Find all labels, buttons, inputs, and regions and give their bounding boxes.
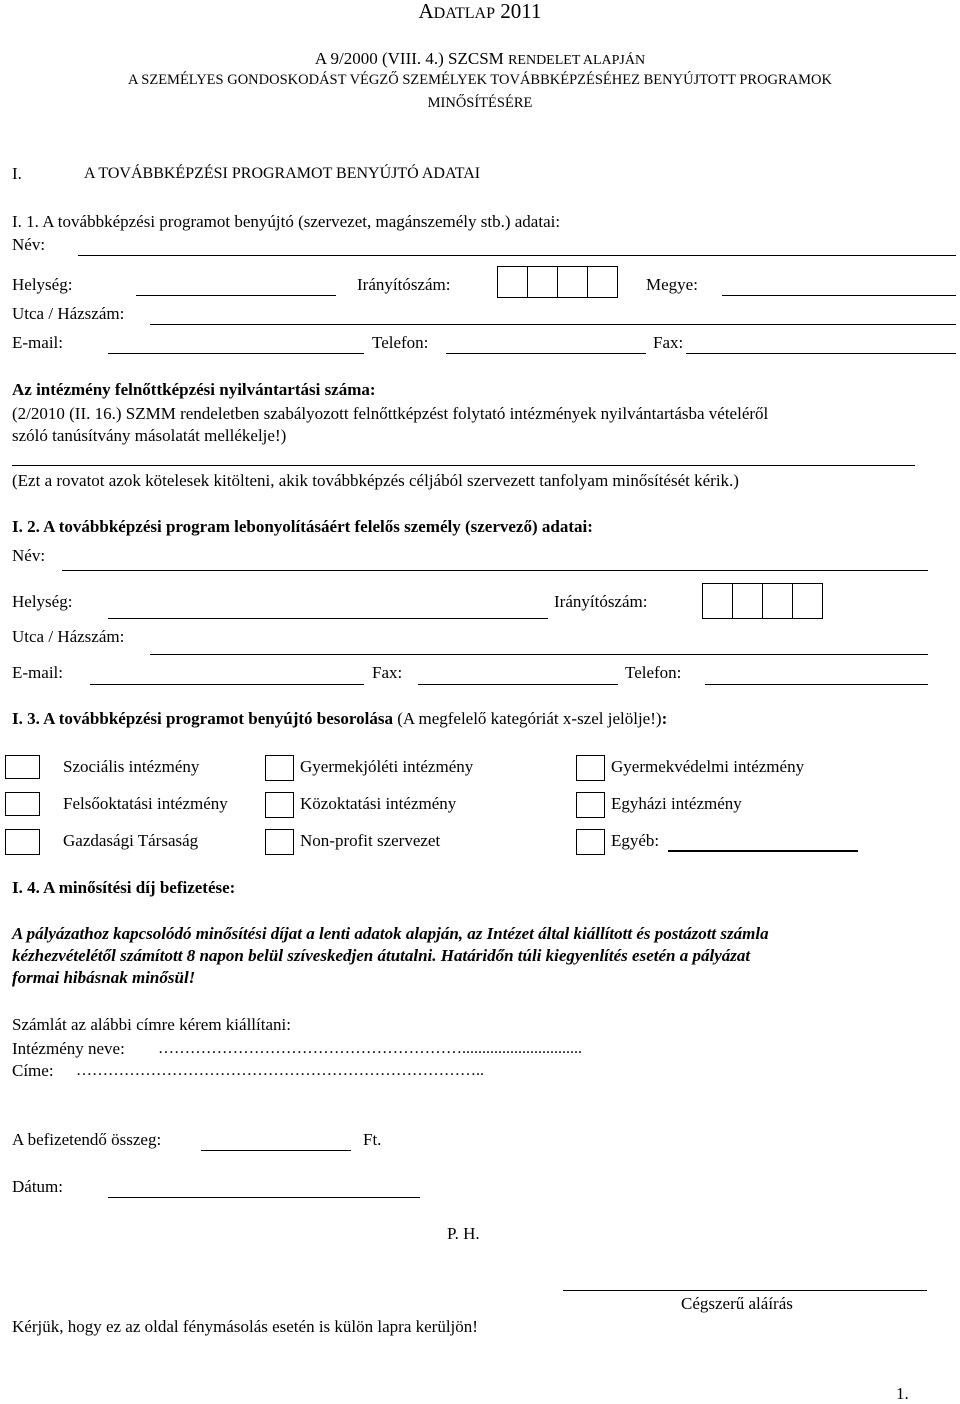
applicant-zip-label: Irányítószám:: [357, 275, 451, 294]
currency-label: Ft.: [363, 1130, 382, 1149]
section-1-4-heading: I. 4. A minősítési díj befizetése:: [12, 878, 236, 897]
subtitle-line-3: MINŐSÍTÉSÉRE: [427, 95, 533, 111]
applicant-county-label: Megye:: [646, 275, 698, 294]
organizer-city-field[interactable]: [108, 618, 548, 619]
section-1-3-heading-bold: I. 3. A továbbképzési programot benyújtó besorolása: [12, 709, 393, 728]
title-initial: A: [418, 0, 434, 23]
checkbox-higher-education[interactable]: [5, 792, 40, 816]
label-child-welfare: Gyermekjóléti intézmény: [300, 757, 474, 776]
section-1-3-heading: [12, 710, 667, 729]
checkbox-other[interactable]: [576, 829, 605, 855]
organizer-fax-field[interactable]: [418, 684, 618, 685]
organizer-name-label: Név:: [12, 546, 46, 565]
applicant-city-field[interactable]: [136, 295, 336, 296]
decree-line: [0, 50, 960, 69]
payment-notice-line-2: kézhezvételétől számított 8 napon belül szíveskedjen átutalni. Határidőn túli kiegyenlítés esetén a pályázat: [12, 946, 751, 965]
signature-label: Cégszerű aláírás: [681, 1294, 793, 1313]
checkbox-church-institution[interactable]: [576, 792, 605, 818]
applicant-street-field[interactable]: [150, 324, 956, 325]
organizer-phone-label: Telefon:: [625, 663, 682, 682]
registry-note-2: (Ezt a rovatot azok kötelesek kitölteni, akik továbbképzés céljából szervezett tanfolyam minősítését kérik.): [12, 471, 739, 490]
organizer-name-field[interactable]: [62, 570, 928, 571]
label-higher-education: Felsőoktatási intézmény: [63, 794, 228, 813]
organizer-email-field[interactable]: [90, 684, 364, 685]
organizer-street-field[interactable]: [150, 654, 928, 655]
zip-digit-box[interactable]: [557, 266, 588, 298]
organizer-email-label: E-mail:: [12, 663, 63, 682]
section-title: A TOVÁBBKÉPZÉSI PROGRAMOT BENYÚJTÓ ADATAI: [84, 165, 481, 182]
invoice-request-text: Számlát az alábbi címre kérem kiállítani:: [12, 1015, 291, 1034]
registry-heading: Az intézmény felnőttképzési nyilvántartási száma:: [12, 380, 376, 399]
label-church-institution: Egyházi intézmény: [611, 794, 742, 813]
label-child-protection: Gyermekvédelmi intézmény: [611, 757, 805, 776]
payment-notice-line-1: A pályázathoz kapcsolódó minősítési díjat a lenti adatok alapján, az Intézet által kiállított és postázott számla: [12, 924, 769, 943]
applicant-fax-field[interactable]: [686, 353, 956, 354]
zip-digit-box[interactable]: [702, 583, 733, 619]
decree-line-start: A 9/2000 (VIII. 4.) SZCSM: [314, 49, 504, 68]
organizer-fax-label: Fax:: [372, 663, 403, 682]
title-smallcaps: DATLAP: [433, 5, 496, 22]
other-category-field[interactable]: [668, 850, 858, 852]
section-1-2-heading: I. 2. A továbbképzési program lebonyolításáért felelős személy (szervező) adatai:: [12, 517, 593, 536]
organizer-phone-field[interactable]: [705, 684, 928, 685]
applicant-zip-boxes[interactable]: [498, 266, 618, 298]
signature-field[interactable]: [563, 1290, 927, 1291]
checkbox-public-education[interactable]: [265, 792, 294, 818]
applicant-email-field[interactable]: [108, 353, 364, 354]
title-year: 2011: [500, 0, 542, 23]
institution-name-field[interactable]: …………………………………………………..............................: [158, 1040, 582, 1057]
applicant-phone-field[interactable]: [446, 353, 646, 354]
registry-note-line-1: (2/2010 (II. 16.) SZMM rendeletben szabályozott felnőttképzést folytató intézmények nyilvántartásba vételéről: [12, 404, 769, 423]
zip-digit-box[interactable]: [497, 266, 528, 298]
applicant-county-field[interactable]: [722, 295, 956, 296]
label-nonprofit: Non-profit szervezet: [300, 831, 441, 850]
zip-digit-box[interactable]: [762, 583, 793, 619]
date-label: Dátum:: [12, 1177, 63, 1196]
section-1-3-heading-note: (A megfelelő kategóriát x-szel jelölje!): [392, 709, 662, 728]
organizer-street-label: Utca / Házszám:: [12, 627, 125, 646]
zip-digit-box[interactable]: [527, 266, 558, 298]
checkbox-child-welfare[interactable]: [265, 755, 294, 781]
address-field[interactable]: …………………………………………………………………..: [76, 1062, 484, 1079]
organizer-zip-label: Irányítószám:: [554, 592, 648, 611]
zip-digit-box[interactable]: [587, 266, 618, 298]
subtitle-line-2: A SZEMÉLYES GONDOSKODÁST VÉGZŐ SZEMÉLYEK TOVÁBBKÉPZÉSÉHEZ BENYÚJTOTT PROGRAMOK: [127, 72, 832, 88]
checkbox-child-protection[interactable]: [576, 755, 605, 781]
decree-line-end: RENDELET ALAPJÁN: [508, 53, 646, 68]
label-business-company: Gazdasági Társaság: [63, 831, 199, 850]
applicant-street-label: Utca / Házszám:: [12, 304, 125, 323]
page-number: 1.: [896, 1384, 909, 1403]
date-field[interactable]: [108, 1197, 420, 1198]
applicant-phone-label: Telefon:: [372, 333, 429, 352]
applicant-email-label: E-mail:: [12, 333, 63, 352]
copy-note: Kérjük, hogy ez az oldal fénymásolás esetén is külön lapra kerüljön!: [12, 1317, 478, 1336]
applicant-name-field[interactable]: [78, 255, 956, 256]
checkbox-nonprofit[interactable]: [265, 829, 294, 855]
amount-field[interactable]: [201, 1150, 351, 1151]
form-title: [0, 0, 960, 23]
applicant-name-label: Név:: [12, 235, 46, 254]
organizer-zip-boxes[interactable]: [703, 583, 823, 619]
payment-notice-line-3: formai hibásnak minősül!: [12, 968, 196, 987]
zip-digit-box[interactable]: [792, 583, 823, 619]
label-other: Egyéb:: [611, 831, 660, 850]
label-social-institution: Szociális intézmény: [63, 757, 200, 776]
stamp-label: P. H.: [447, 1224, 480, 1243]
checkbox-business-company[interactable]: [5, 829, 40, 855]
checkbox-social-institution[interactable]: [5, 755, 40, 779]
label-public-education: Közoktatási intézmény: [300, 794, 457, 813]
address-label: Címe:: [12, 1061, 54, 1080]
applicant-city-label: Helység:: [12, 275, 73, 294]
registry-number-field[interactable]: [12, 465, 915, 466]
institution-name-label: Intézmény neve:: [12, 1039, 125, 1058]
applicant-fax-label: Fax:: [653, 333, 684, 352]
amount-label: A befizetendő összeg:: [12, 1130, 162, 1149]
organizer-city-label: Helység:: [12, 592, 73, 611]
zip-digit-box[interactable]: [732, 583, 763, 619]
registry-note-line-2: szóló tanúsítvány másolatát mellékelje!): [12, 426, 287, 445]
section-1-3-heading-end: :: [661, 709, 668, 728]
section-number: I.: [12, 164, 22, 183]
section-1-1-heading: I. 1. A továbbképzési programot benyújtó (szervezet, magánszemély stb.) adatai:: [12, 212, 561, 231]
